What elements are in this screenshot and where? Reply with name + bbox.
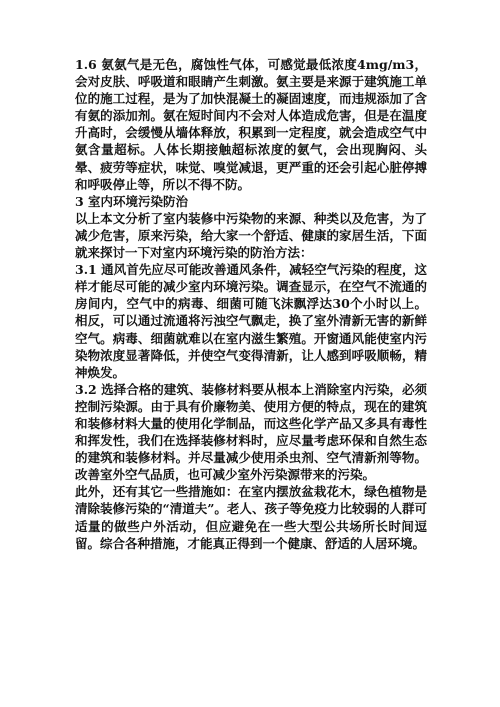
- paragraph-materials: 3.2 选择合格的建筑、装修材料要从根本上消除室内污染，必须控制污染源。由于具有价廉物美、使用方便的特点，现在的建筑和装修材料大量的使用化学制品，而这些化学产品又多具有毒性和挥发性，我们在选择装修材料时，应尽量考虑环保和自然生态的建筑和装修材料。并尽量减少使用杀虫剂、空气清新剂等物。改善室外空气品质，也可减少室外污染源带来的污染。: [75, 381, 427, 483]
- document-body: [75, 56, 427, 552]
- paragraph-intro: 以上本文分析了室内装修中污染物的来源、种类以及危害，为了减少危害，原来污染，给大家一个舒适、健康的家居生活，下面就来探讨一下对室内环境污染的防治方法：: [75, 210, 427, 261]
- paragraph-other-measures: 此外，还有其它一些措施如：在室内摆放盆栽花木，绿色植物是清除装修污染的“清道夫”。老人、孩子等免疫力比较弱的人群可适量的做些户外活动，但应避免在一些大型公共场所长时间逗留。综合各种措施，才能真正得到一个健康、舒适的人居环境。: [75, 484, 427, 551]
- paragraph-ammonia: 1.6 氨氨气是无色，腐蚀性气体，可感觉最低浓度4mg/m3，会对皮肤、呼吸道和眼睛产生刺激。氨主要是来源于建筑施工单位的施工过程，是为了加快混凝土的凝固速度，而违规添加了含有氨的添加剂。氨在短时间内不会对人体造成危害，但是在温度升高时，会缓慢从墙体释放，积累到一定程度，就会造成空气中氨含量超标。人体长期接触超标浓度的氨气，会出现胸闷、头晕、疲劳等症状，味觉、嗅觉减退，更严重的还会引起心脏停搏和呼吸停止等，所以不得不防。: [75, 57, 427, 192]
- paragraph-ventilation: 3.1 通风首先应尽可能改善通风条件，减轻空气污染的程度，这样才能尽可能的减少室内环境污染。调查显示，在空气不流通的房间内，空气中的病毒、细菌可随飞沫飘浮达30个小时以上。相反，可以通过流通将污浊空气飘走，换了室外清新无害的新鲜空气。病毒、细菌就难以在室内滋生繁殖。开窗通风能使室内污染物浓度显著降低，并使空气变得清新，让人感到呼吸顺畅，精神焕发。: [75, 262, 427, 380]
- section-heading-prevention: 3 室内环境污染防治: [75, 193, 189, 209]
